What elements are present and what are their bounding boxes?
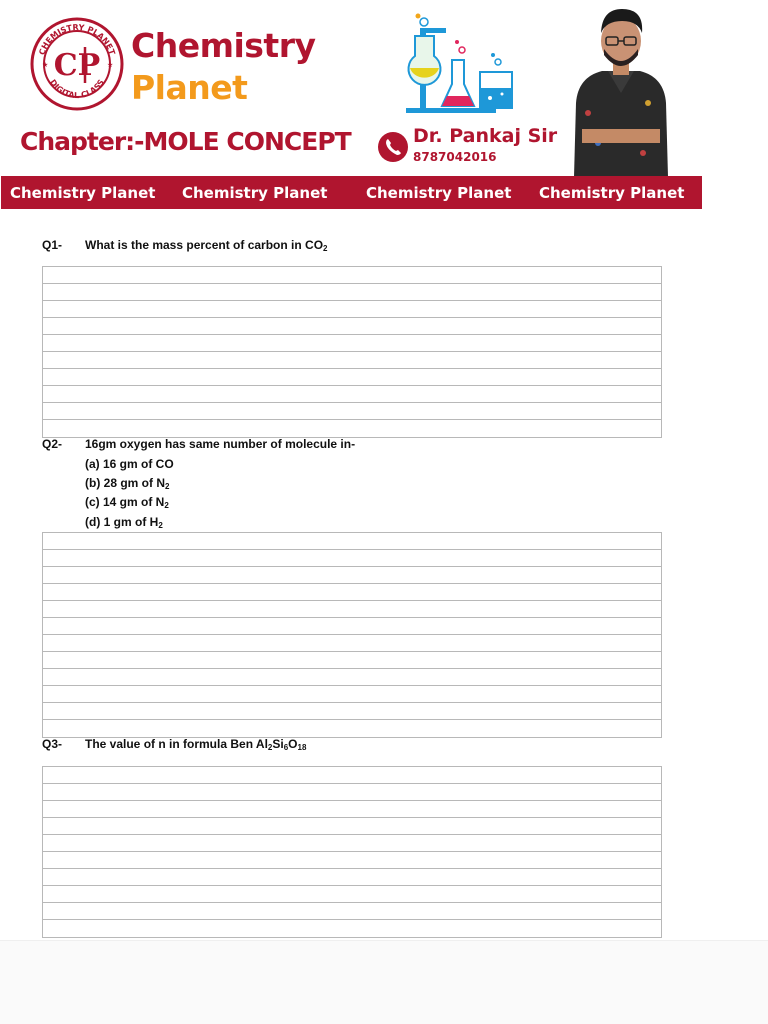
ribbon-item: Chemistry Planet bbox=[366, 184, 512, 202]
question-2-number: Q2- bbox=[42, 437, 63, 451]
ribbon-item: Chemistry Planet bbox=[10, 184, 156, 202]
answer-lines-q3[interactable] bbox=[42, 766, 662, 938]
question-2-option-b: (b) 28 gm of $N_2$ bbox=[85, 476, 170, 491]
question-1-text: What is the mass percent of carbon in $CO_2$ bbox=[85, 238, 328, 253]
question-2-option-a: (a) 16 gm of CO bbox=[85, 457, 174, 471]
answer-lines-q2[interactable] bbox=[42, 532, 662, 738]
svg-text:CP: CP bbox=[53, 48, 101, 83]
page-bottom-margin bbox=[0, 940, 768, 1024]
question-2-option-d: (d) 1 gm of $H_2$ bbox=[85, 515, 163, 530]
question-3-number: Q3- bbox=[42, 737, 63, 751]
brand-ribbon bbox=[1, 176, 702, 209]
answer-lines-q1[interactable] bbox=[42, 266, 662, 438]
phone-icon bbox=[377, 131, 409, 163]
chemistry-planet-seal-logo bbox=[30, 17, 124, 111]
ribbon-item: Chemistry Planet bbox=[539, 184, 685, 202]
question-2-option-c: (c) 14 gm of $N_2$ bbox=[85, 495, 169, 510]
svg-text:DIGITAL CLASS: DIGITAL CLASS bbox=[47, 77, 107, 101]
brand-title-line2: Planet bbox=[131, 68, 248, 107]
brand-title-line1: Chemistry bbox=[131, 26, 316, 65]
lab-flasks-illustration bbox=[400, 12, 522, 116]
svg-text:CHEMISTRY PLANET: CHEMISTRY PLANET bbox=[37, 22, 117, 57]
question-1-number: Q1- bbox=[42, 238, 63, 252]
teacher-phone-number: 8787042016 bbox=[413, 150, 497, 164]
question-2-text: 16gm oxygen has same number of molecule in- bbox=[85, 437, 356, 451]
ribbon-item: Chemistry Planet bbox=[182, 184, 328, 202]
chapter-title bbox=[20, 127, 351, 156]
teacher-photo bbox=[568, 3, 674, 177]
svg-text:★: ★ bbox=[42, 62, 49, 69]
teacher-name: Dr. Pankaj Sir bbox=[413, 125, 558, 147]
question-3-text: The value of n in formula Ben $Al_2Si_6O_{18}$ bbox=[85, 737, 307, 752]
chapter-topic: MOLE CONCEPT bbox=[143, 127, 351, 156]
svg-text:★: ★ bbox=[107, 62, 114, 69]
chapter-label: Chapter:- bbox=[20, 127, 144, 156]
